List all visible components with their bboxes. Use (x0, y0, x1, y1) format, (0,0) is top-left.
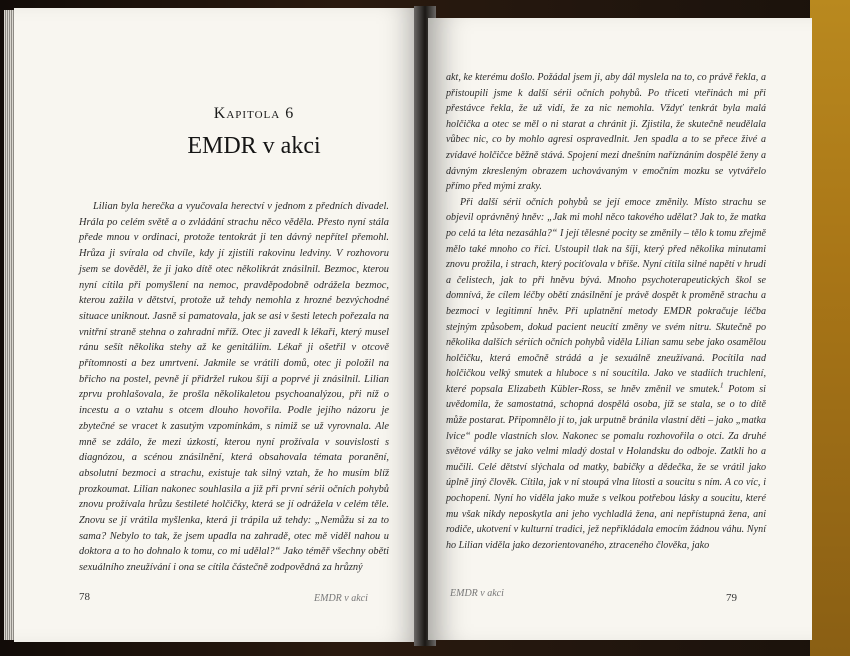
paragraph: Lilian byla herečka a vyučovala herectví v jednom z předních divadel. Hrála po celém světě a o zvládání strachu něco věděla. Přesto nyní stála přede mnou v ordinaci, protože tentokrát ji ten dávný nepřítel přemohl. Hrůza ji svírala od chvíle, kdy jí zjistili rakovinu ledviny. V rozhovoru jsem se dověděl, že ji jako dítě otec několikrát znásilnil. Bezmoc, kterou nyní cítila při pomyšlení na nemoc, pravděpodobně odrážela bezmoc, kterou zažila v dětství, protože už tehdy nemohla z hrozné bezvýchodné situace uniknout. Jasně si pamatovala, jak se asi v šesti letech pořezala na vnitřní straně stehna o zahradní mříž. Otec ji zavedl k lékaři, který musel ránu sešít několika stehy až ke genitáliím. Lékař ji ošetřil v otcově přítomnosti a bez umrtvení. Jakmile se vrátili domů, otec ji položil na břicho na postel, pevně jí přidržel rukou šíji a poprvé ji znásilnil. Lilian zprvu prohlašovala, že prošla několikaletou psychoanalýzou, při níž o incestu a o vztahu s otcem dlouho hovořila. Podle jejího názoru je zbytečné se vracet k zasutým vzpomínkám, s nimiž se už vyrovnala. Ale mně se zdálo, že mezi úzkostí, kterou nyní prožívala v souvislosti s diagnózou, a scénou znásilnění, která obsahovala témata poranění, absolutní bezmoci a strachu, existuje tak silný vztah, že ho musím blíž prozkoumat. Lilian nakonec souhlasila a již při první sérii očních pohybů znovu prožívala hrůzu šestileté holčičky, která se jí odrážela v celém těle. Znovu se jí vrátila myšlenka, která ji trápila už tehdy: „Nemůžu si za to sama? Nebylo to tak, že jsem upadla na zahradě, otec mě viděl nahou u doktora a to ho dohnalo k tomu, co mi udělal?“ Jako téměř všechny oběti sexuálního zneužívání i ona se cítila částečně zodpovědná za hrůzný (79, 201, 389, 574)
right-page (428, 18, 812, 640)
footnote-mark: 1 (720, 381, 724, 390)
page-number: 78 (79, 591, 90, 603)
left-body-text (79, 199, 389, 576)
paragraph-text: Potom si uvědomila, že samostatná, schopná dospělá osoba, jíž se stala, se o to dítě může postarat. Připomnělo jí to, jak urputně bránila vlastní děti – jako „matka lvice“ podle vlastních slov. Nakonec se pomalu rozhovořila o otci. Za druhé světové války se jako velmi mladý dostal v Holandsku do odboje. Zatkli ho a mučili. Celé dětství slýchala od matky, babičky a dědečka, že se vrátil jako úplně jiný člověk. Cítila, jak v ní stoupá vlna lítosti a soucitu s ním. A co víc, i pochopení. Nyní ho viděla jako muže s velkou potřebou lásky a soucitu, které mu však nikdy neposkytla ani jeho vychladlá žena, ani nepřístupná žena, ani rodiče, ukotvení v kulturní tradici, jež nepřikládala emocím žádnou váhu. Nyní ho Lilian viděla jako dezorientovaného, ztraceného člověka, jako (446, 383, 766, 551)
running-head: EMDR v akci (450, 588, 504, 599)
chapter-label: Kapitola 6 (213, 105, 295, 122)
paragraph: akt, ke kterému došlo. Požádal jsem ji, aby dál myslela na to, co právě řekla, a přistoupili jsme k další sérii očních pohybů. Po třiceti vteřinách mi při přestávce řekla, že už vidí, že za nic nemohla. Vždyť tenkrát byla malá holčička a otec se měl o ni starat a chránit ji. Zjistila, že skutečně neudělala vůbec nic, co by mohlo agresi ospravedlnit. Jen spadla a to se přece živé a zvídavé holčičce běžně stává. Spojení mezi dnešním naříznáním dospělé ženy a dávným zkresleným obrazem uchovávaným v emočním mozku se vytvářelo přímo před mými zraky. (446, 72, 766, 193)
chapter-title: EMDR v akci (187, 133, 321, 159)
wood-edge (810, 0, 850, 656)
right-body-text (446, 70, 766, 553)
page-number: 79 (726, 592, 737, 604)
paragraph-text: Při další sérii očních pohybů se její emoce změnily. Místo strachu se objevil oprávněný hněv: „Jak mi mohl něco takového udělat? Jak to, že matka po celá ta léta nezasáhla?“ I její tělesné pocity se změnily – tělo k tomu zřejmě mělo také mnoho co říci. Ustoupil tlak na šíji, který před několika minutami znovu prožila, i strach, který pociťovala v břiše. Nyní cítila silné napětí v hrudi a čelistech, jak to při hněvu bývá. Mnoho psychoterapeutických škol se domnívá, že cílem léčby obětí znásilnění je právě dospět k proměně strachu a bezmoci v legitimní hněv. Při uplatnění metody EMDR pokračuje léčba stejným způsobem, dokud pacient neucítí změny ve svém nitru. Skutečně po několika dalších sériích očních pohybů viděla Lilian samu sebe jako osamělou holčičku, která emočně strádá a je sexuálně zneužívaná. Pocítila nad holčičkou velký smutek a hluboce s ní soucítila. Jako ve stadiích truchlení, které popsala Elizabeth Kübler-Ross, se hněv změnil ve smutek. (446, 196, 766, 395)
paragraph (446, 195, 766, 554)
left-page (14, 8, 422, 642)
running-head: EMDR v akci (314, 593, 368, 604)
